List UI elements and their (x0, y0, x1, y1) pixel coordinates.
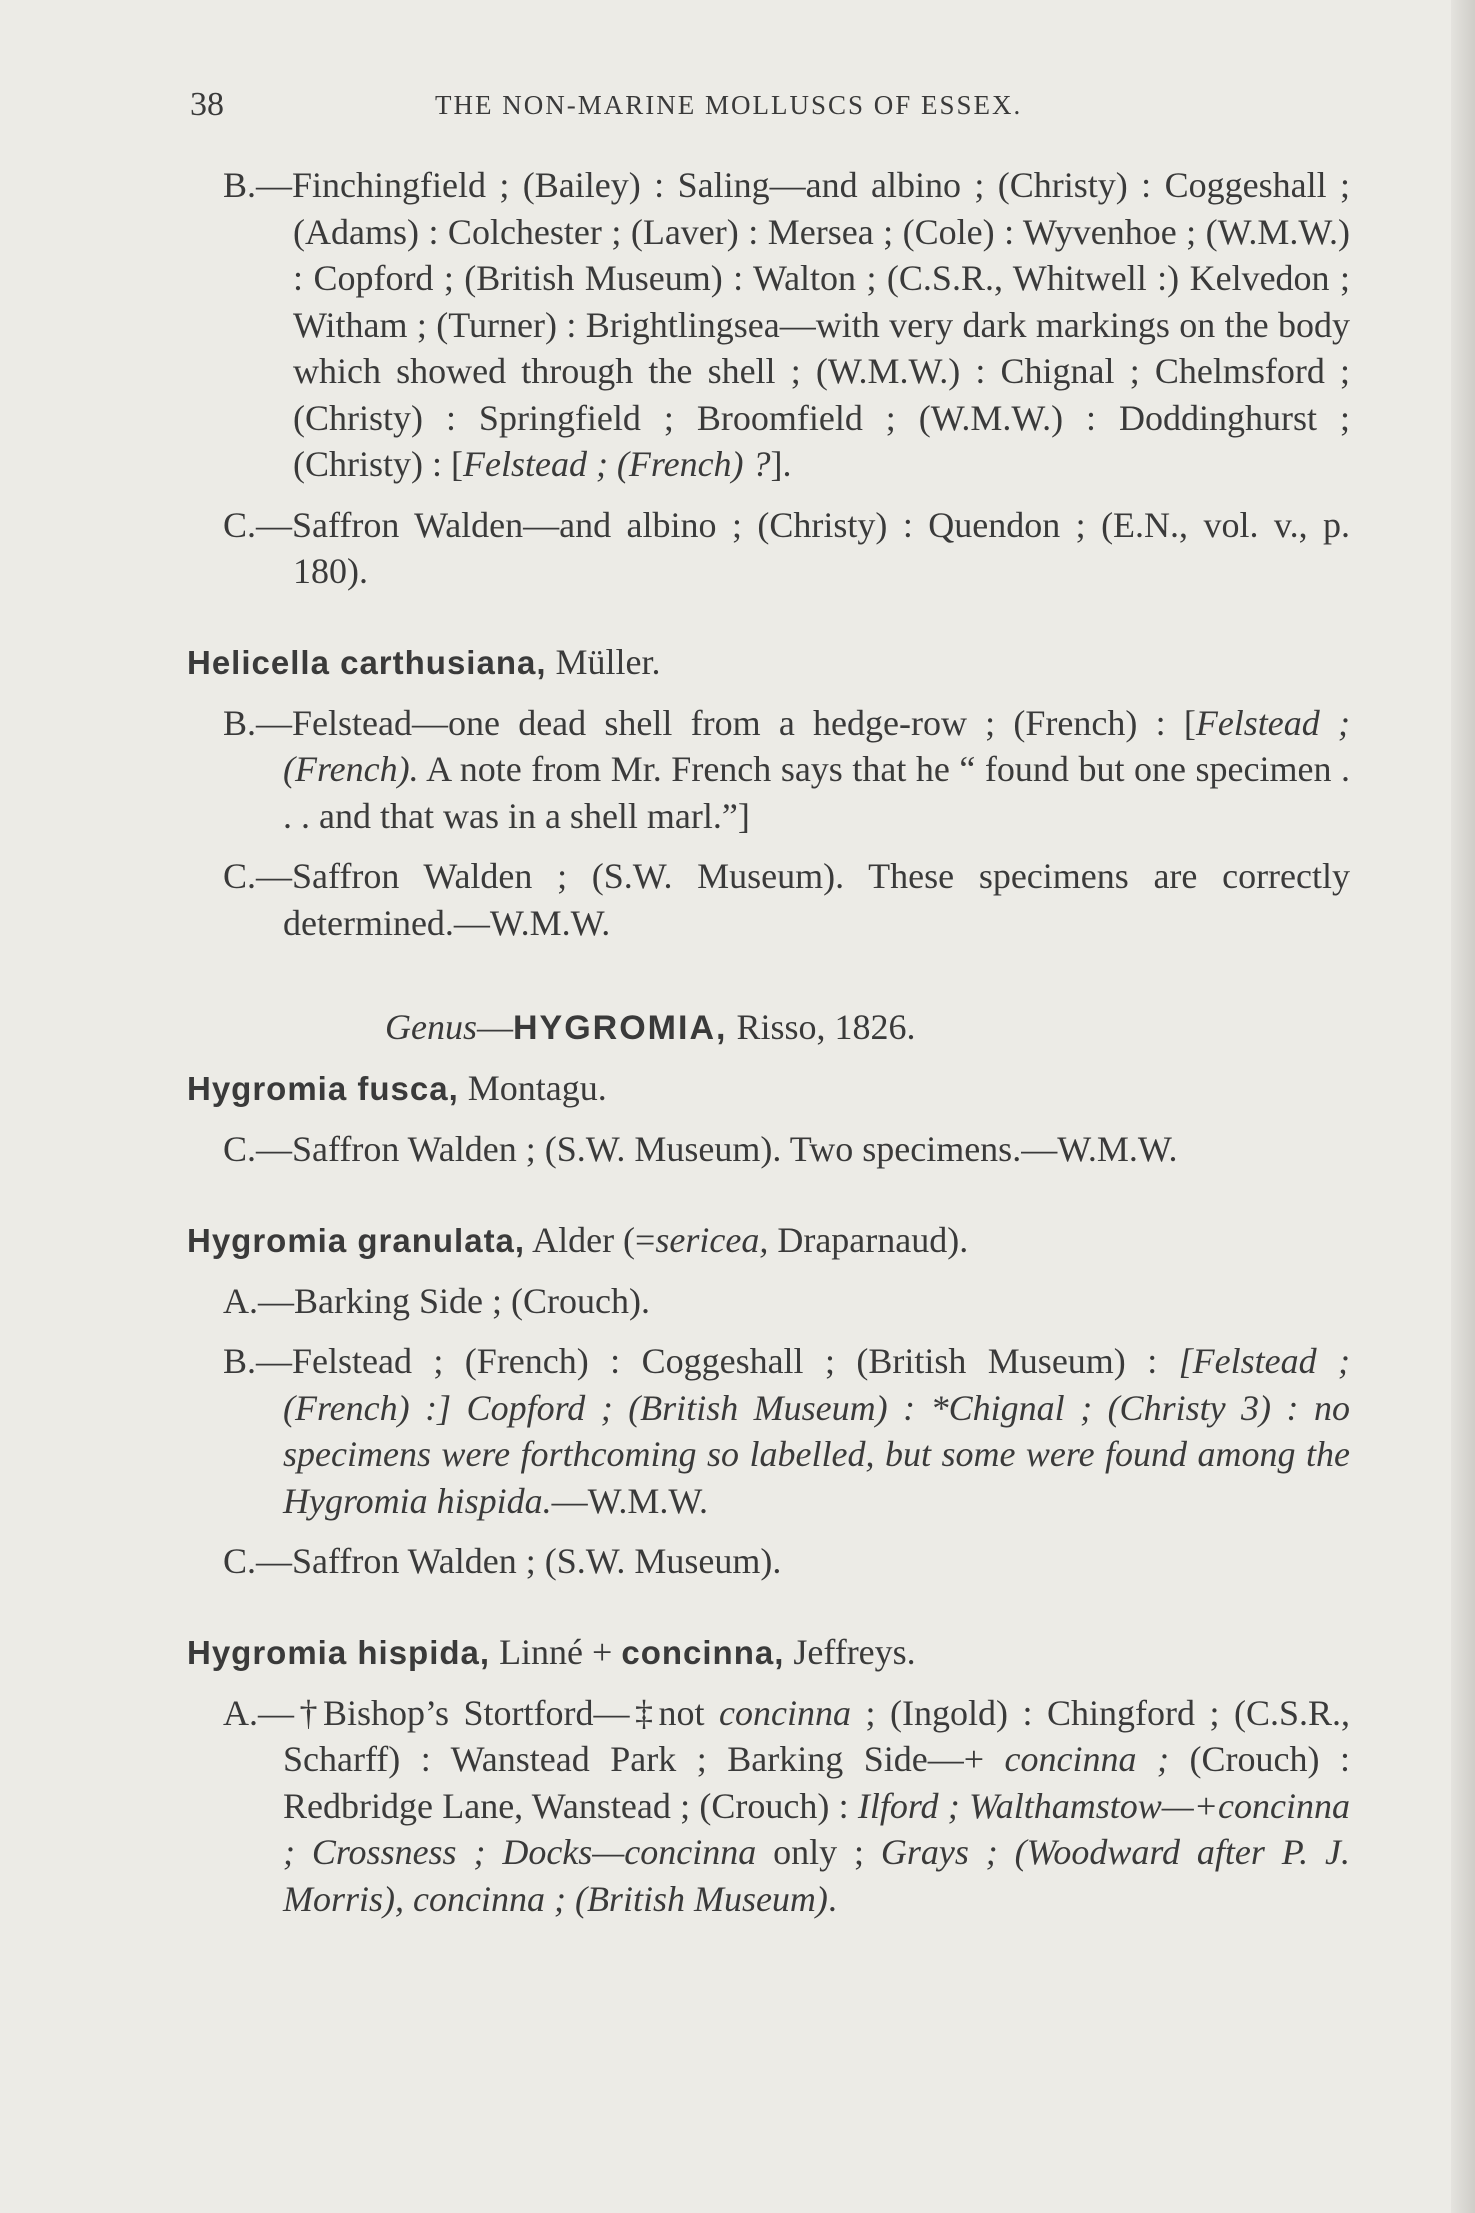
locality-entry-c-1: C.—Saffron Walden—and albino ; (Christy) : Quendon ; (E.N., vol. v., p. 180). (223, 504, 1350, 591)
species-heading-fusca: Hygromia fusca, Montagu. (187, 1068, 607, 1108)
page-body (175, 162, 1350, 1922)
locality-entry-b-1: B.—Finchingfield ; (Bailey) : Saling—and albino ; (Christy) : Coggeshall ; (Adams) : Colchester ; (Laver) : Mersea ; (Cole) : Wyvenhoe ; (W.M.W.) : Copford ; (British Museum) : Walton ; (C.S.R., Whitwell :) Kelvedon ; Witham ; (Turner) : Brightlingsea—with very dark markings on the body which showed through the shell ; (W.M.W.) : Chignal ; Chelmsford ; (Christy) : Springfield ; Broomfield ; (W.M.W.) : Doddinghurst ; (Christy) : [Felstead ; (French) ?]. (223, 165, 1350, 484)
species-heading-hispida: Hygromia hispida, Linné + concinna, Jeffreys. (187, 1631, 916, 1672)
locality-entry-c-3: C.—Saffron Walden ; (S.W. Museum). Two specimens.—W.M.W. (223, 1129, 1178, 1169)
locality-entry-a-2: A.—†Bishop’s Stortford—‡not concinna ; (Ingold) : Chingford ; (C.S.R., Scharff) : Wanstead Park ; Barking Side—+ concinna ; (Crouch) : Redbridge Lane, Wanstead ; (Crouch) : Ilford ; Walthamstow—+concinna ; Crossness ; Docks—concinna only ; Grays ; (Woodward after P. J. Morris), concinna ; (British Museum). (223, 1692, 1350, 1919)
locality-entry-a-1: A.—Barking Side ; (Crouch). (223, 1280, 650, 1321)
locality-entry-b-2: B.—Felstead—one dead shell from a hedge-row ; (French) : [Felstead ; (French). A note from Mr. French says that he “ found but one specimen . . . and that was in a shell marl.”] (223, 702, 1351, 836)
species-heading-granulata: Hygromia granulata, Alder (=sericea, Draparnaud). (187, 1219, 969, 1260)
page-number: 38 (190, 86, 224, 123)
page-edge-shadow (1451, 0, 1475, 2213)
locality-entry-b-3: B.—Felstead ; (French) : Coggeshall ; (British Museum) : [Felstead ; (French) :] Copford ; (British Museum) : *Chignal ; (Christy 3) : no specimens were forthcoming so labelled, but some were found among the Hygromia hispida.—W.M.W. (223, 1341, 1350, 1521)
locality-entry-c-4: C.—Saffron Walden ; (S.W. Museum). (223, 1541, 782, 1581)
running-title: THE NON-MARINE MOLLUSCS OF ESSEX. (435, 90, 1023, 120)
genus-heading: Genus—HYGROMIA, Risso, 1826. (385, 1007, 916, 1047)
species-heading-carthusiana: Helicella carthusiana, Müller. (187, 641, 661, 682)
locality-entry-c-2: C.—Saffron Walden ; (S.W. Museum). These specimens are correctly determined.—W.M.W. (223, 856, 1350, 943)
